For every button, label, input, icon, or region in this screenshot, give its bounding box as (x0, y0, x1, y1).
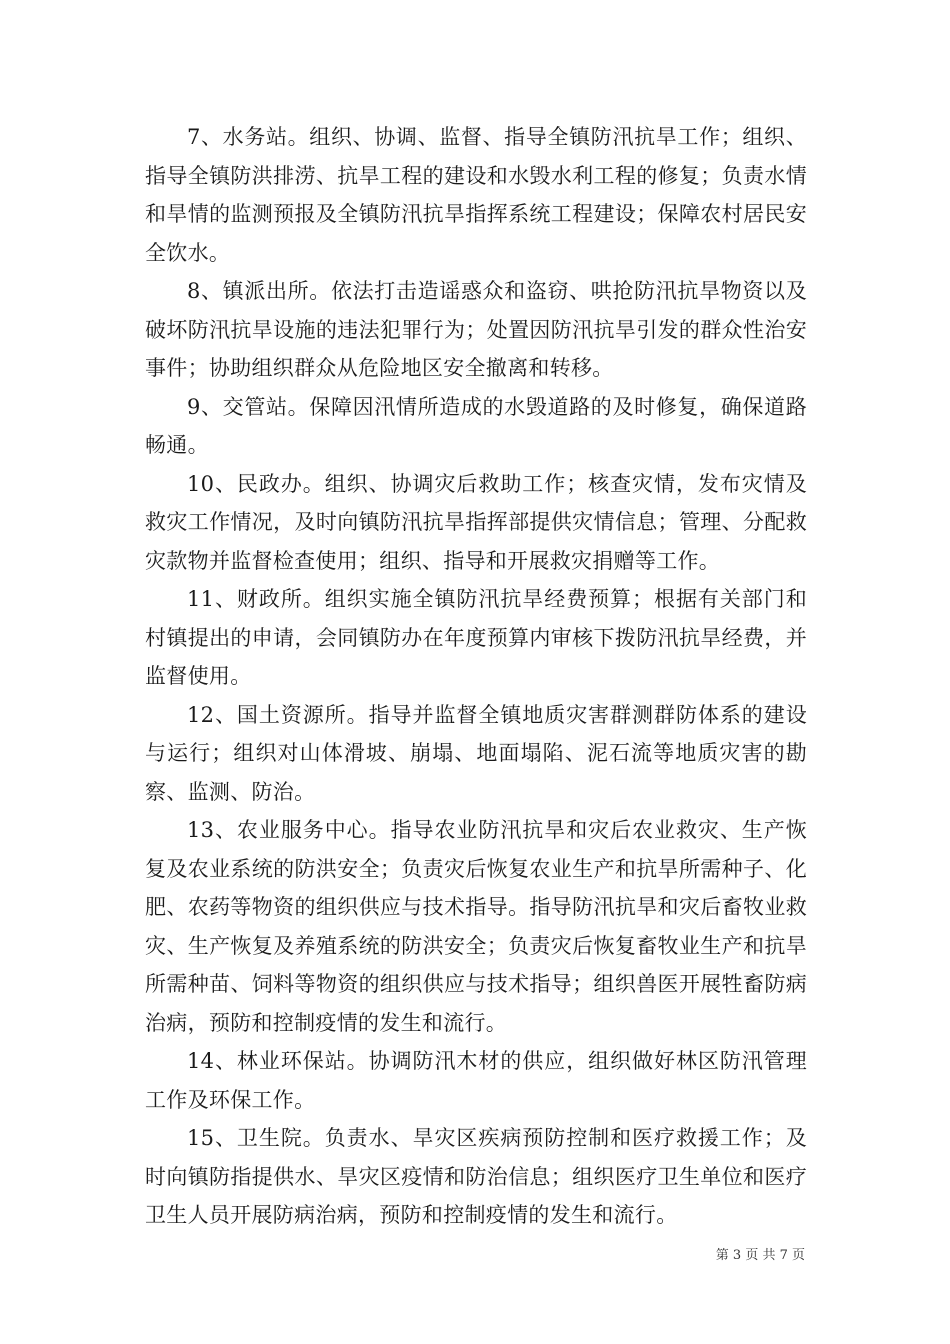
paragraph-finance-office: 11、财政所。组织实施全镇防汛抗旱经费预算；根据有关部门和村镇提出的申请，会同镇防办在年度预算内审核下拨防汛抗旱经费，并监督使用。 (145, 587, 807, 688)
page-number-footer: 第 3 页 共 7 页 (715, 1248, 805, 1263)
paragraph-agriculture-service-center: 13、农业服务中心。指导农业防汛抗旱和灾后农业救灾、生产恢复及农业系统的防洪安全；负责灾后恢复农业生产和抗旱所需种子、化肥、农药等物资的组织供应与技术指导。指导防汛抗旱和灾后畜牧业救灾、生产恢复及养殖系统的防洪安全；负责灾后恢复畜牧业生产和抗旱所需种苗、饲料等物资的组织供应与技术指导；组织兽医开展牲畜防病治病，预防和控制疫情的发生和流行。 (145, 818, 807, 1035)
paragraph-water-affairs-station: 7、水务站。组织、协调、监督、指导全镇防汛抗旱工作；组织、指导全镇防洪排涝、抗旱工程的建设和水毁水利工程的修复；负责水情和旱情的监测预报及全镇防汛抗旱指挥系统工程建设；保障农村居民安全饮水。 (145, 125, 807, 265)
paragraph-police-station: 8、镇派出所。依法打击造谣惑众和盗窃、哄抢防汛抗旱物资以及破坏防汛抗旱设施的违法犯罪行为；处置因防汛抗旱引发的群众性治安事件；协助组织群众从危险地区安全撤离和转移。 (145, 279, 807, 380)
paragraph-health-center: 15、卫生院。负责水、旱灾区疾病预防控制和医疗救援工作；及时向镇防指提供水、旱灾区疫情和防治信息；组织医疗卫生单位和医疗卫生人员开展防病治病，预防和控制疫情的发生和流行。 (145, 1126, 807, 1227)
paragraph-civil-affairs-office: 10、民政办。组织、协调灾后救助工作；核查灾情，发布灾情及救灾工作情况，及时向镇防汛抗旱指挥部提供灾情信息；管理、分配救灾款物并监督检查使用；组织、指导和开展救灾捐赠等工作。 (145, 471, 807, 573)
paragraph-land-resources-office: 12、国土资源所。指导并监督全镇地质灾害群测群防体系的建设与运行；组织对山体滑坡、崩塌、地面塌陷、泥石流等地质灾害的勘察、监测、防治。 (145, 702, 807, 804)
paragraph-forestry-environment-station: 14、林业环保站。协调防汛木材的供应，组织做好林区防汛管理工作及环保工作。 (145, 1049, 807, 1112)
paragraph-traffic-station: 9、交管站。保障因汛情所造成的水毁道路的及时修复，确保道路畅通。 (145, 394, 807, 457)
document-body (145, 118, 807, 1235)
